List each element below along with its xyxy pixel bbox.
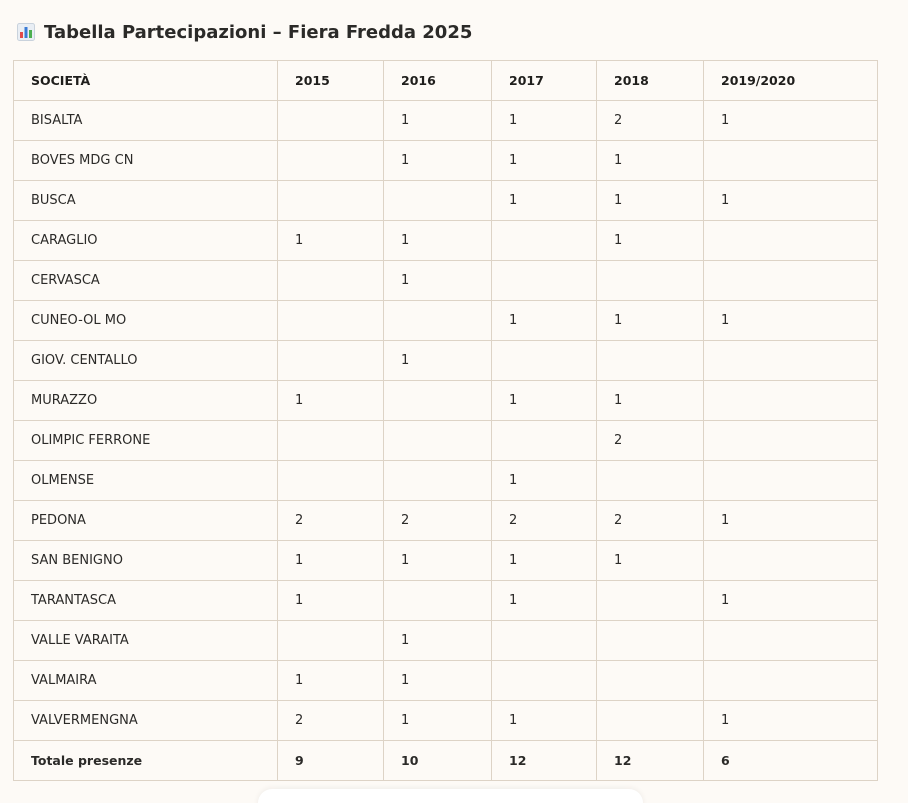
cell-2015 [278, 301, 384, 341]
cell-2018: 2 [597, 421, 704, 461]
column-header-2015: 2015 [278, 61, 384, 101]
cell-2017: 1 [492, 581, 597, 621]
cell-2015: 1 [278, 221, 384, 261]
cell-2016: 1 [384, 341, 492, 381]
bar-chart-icon [17, 23, 35, 41]
cell-2018: 2 [597, 101, 704, 141]
cell-societa: BUSCA [14, 181, 278, 221]
cell-2017: 2 [492, 501, 597, 541]
column-header-2019-2020: 2019/2020 [704, 61, 878, 101]
cell-societa: PEDONA [14, 501, 278, 541]
table-row [14, 101, 878, 141]
table-row [14, 181, 878, 221]
cell-2016: 1 [384, 141, 492, 181]
cell-2016: 1 [384, 701, 492, 741]
cell-2018 [597, 581, 704, 621]
table-row [14, 581, 878, 621]
total-cell-2017: 12 [492, 741, 597, 781]
cell-2019-2020 [704, 661, 878, 701]
column-header-societa: SOCIETÀ [14, 61, 278, 101]
cell-societa: VALMAIRA [14, 661, 278, 701]
cell-2019-2020: 1 [704, 581, 878, 621]
cell-2017: 1 [492, 141, 597, 181]
cell-2019-2020 [704, 541, 878, 581]
cell-2015 [278, 621, 384, 661]
cell-2019-2020: 1 [704, 701, 878, 741]
cell-2015: 2 [278, 701, 384, 741]
column-header-2018: 2018 [597, 61, 704, 101]
cell-2015 [278, 101, 384, 141]
cell-2017 [492, 221, 597, 261]
cell-2018: 1 [597, 141, 704, 181]
cell-2018: 2 [597, 501, 704, 541]
cell-2017: 1 [492, 701, 597, 741]
cell-societa: CUNEO-OL MO [14, 301, 278, 341]
cell-2019-2020: 1 [704, 181, 878, 221]
cell-2016 [384, 301, 492, 341]
table-row [14, 341, 878, 381]
cell-2018 [597, 701, 704, 741]
cell-2018: 1 [597, 301, 704, 341]
cell-2015: 1 [278, 541, 384, 581]
bottom-floating-panel [258, 789, 643, 803]
cell-2015: 1 [278, 581, 384, 621]
header-row [14, 61, 878, 101]
cell-2019-2020 [704, 261, 878, 301]
cell-2017 [492, 661, 597, 701]
cell-2019-2020: 1 [704, 301, 878, 341]
table-body [14, 101, 878, 781]
cell-societa: VALVERMENGNA [14, 701, 278, 741]
table-row [14, 221, 878, 261]
total-row [14, 741, 878, 781]
total-cell-societa: Totale presenze [14, 741, 278, 781]
cell-2015: 1 [278, 661, 384, 701]
cell-2019-2020 [704, 621, 878, 661]
cell-2017 [492, 261, 597, 301]
cell-2016 [384, 461, 492, 501]
cell-2019-2020 [704, 461, 878, 501]
total-cell-2016: 10 [384, 741, 492, 781]
cell-2016: 1 [384, 621, 492, 661]
total-cell-2015: 9 [278, 741, 384, 781]
cell-2018 [597, 341, 704, 381]
cell-2015 [278, 141, 384, 181]
cell-2015 [278, 421, 384, 461]
table-row [14, 381, 878, 421]
cell-2018: 1 [597, 381, 704, 421]
cell-2018: 1 [597, 181, 704, 221]
cell-2016: 1 [384, 221, 492, 261]
page-title: Tabella Partecipazioni – Fiera Fredda 2025 [44, 21, 473, 43]
cell-2016 [384, 421, 492, 461]
table-row [14, 621, 878, 661]
cell-2018: 1 [597, 221, 704, 261]
table-row [14, 301, 878, 341]
cell-2017: 1 [492, 541, 597, 581]
cell-2016 [384, 381, 492, 421]
table-row [14, 421, 878, 461]
cell-societa: OLMENSE [14, 461, 278, 501]
cell-2015 [278, 261, 384, 301]
cell-2016 [384, 181, 492, 221]
cell-societa: BISALTA [14, 101, 278, 141]
table-header [14, 61, 878, 101]
cell-2017: 1 [492, 301, 597, 341]
cell-2015 [278, 341, 384, 381]
title-row [17, 19, 472, 45]
cell-2016: 1 [384, 661, 492, 701]
column-header-2017: 2017 [492, 61, 597, 101]
cell-societa: MURAZZO [14, 381, 278, 421]
cell-2015: 2 [278, 501, 384, 541]
column-header-2016: 2016 [384, 61, 492, 101]
table-row [14, 141, 878, 181]
cell-2018 [597, 661, 704, 701]
cell-2017: 1 [492, 181, 597, 221]
total-cell-2018: 12 [597, 741, 704, 781]
cell-2016: 2 [384, 501, 492, 541]
total-cell-2019-2020: 6 [704, 741, 878, 781]
cell-2017 [492, 341, 597, 381]
cell-2019-2020 [704, 421, 878, 461]
cell-societa: GIOV. CENTALLO [14, 341, 278, 381]
cell-societa: CERVASCA [14, 261, 278, 301]
cell-2016 [384, 581, 492, 621]
table-row [14, 661, 878, 701]
table-row [14, 461, 878, 501]
cell-2019-2020: 1 [704, 501, 878, 541]
cell-societa: SAN BENIGNO [14, 541, 278, 581]
cell-2019-2020 [704, 141, 878, 181]
cell-2015: 1 [278, 381, 384, 421]
table-row [14, 541, 878, 581]
table-row [14, 501, 878, 541]
cell-societa: TARANTASCA [14, 581, 278, 621]
cell-2017: 1 [492, 381, 597, 421]
cell-2019-2020 [704, 341, 878, 381]
cell-2019-2020 [704, 221, 878, 261]
cell-2016: 1 [384, 541, 492, 581]
cell-2017: 1 [492, 461, 597, 501]
cell-2015 [278, 461, 384, 501]
cell-2016: 1 [384, 101, 492, 141]
cell-2017 [492, 621, 597, 661]
cell-2015 [278, 181, 384, 221]
cell-societa: BOVES MDG CN [14, 141, 278, 181]
table-row [14, 701, 878, 741]
cell-2019-2020: 1 [704, 101, 878, 141]
cell-societa: OLIMPIC FERRONE [14, 421, 278, 461]
participation-table [13, 60, 878, 781]
table-row [14, 261, 878, 301]
cell-2017: 1 [492, 101, 597, 141]
cell-2017 [492, 421, 597, 461]
cell-2016: 1 [384, 261, 492, 301]
cell-2018 [597, 461, 704, 501]
cell-2018 [597, 261, 704, 301]
cell-2018: 1 [597, 541, 704, 581]
cell-2019-2020 [704, 381, 878, 421]
cell-societa: VALLE VARAITA [14, 621, 278, 661]
cell-2018 [597, 621, 704, 661]
cell-societa: CARAGLIO [14, 221, 278, 261]
